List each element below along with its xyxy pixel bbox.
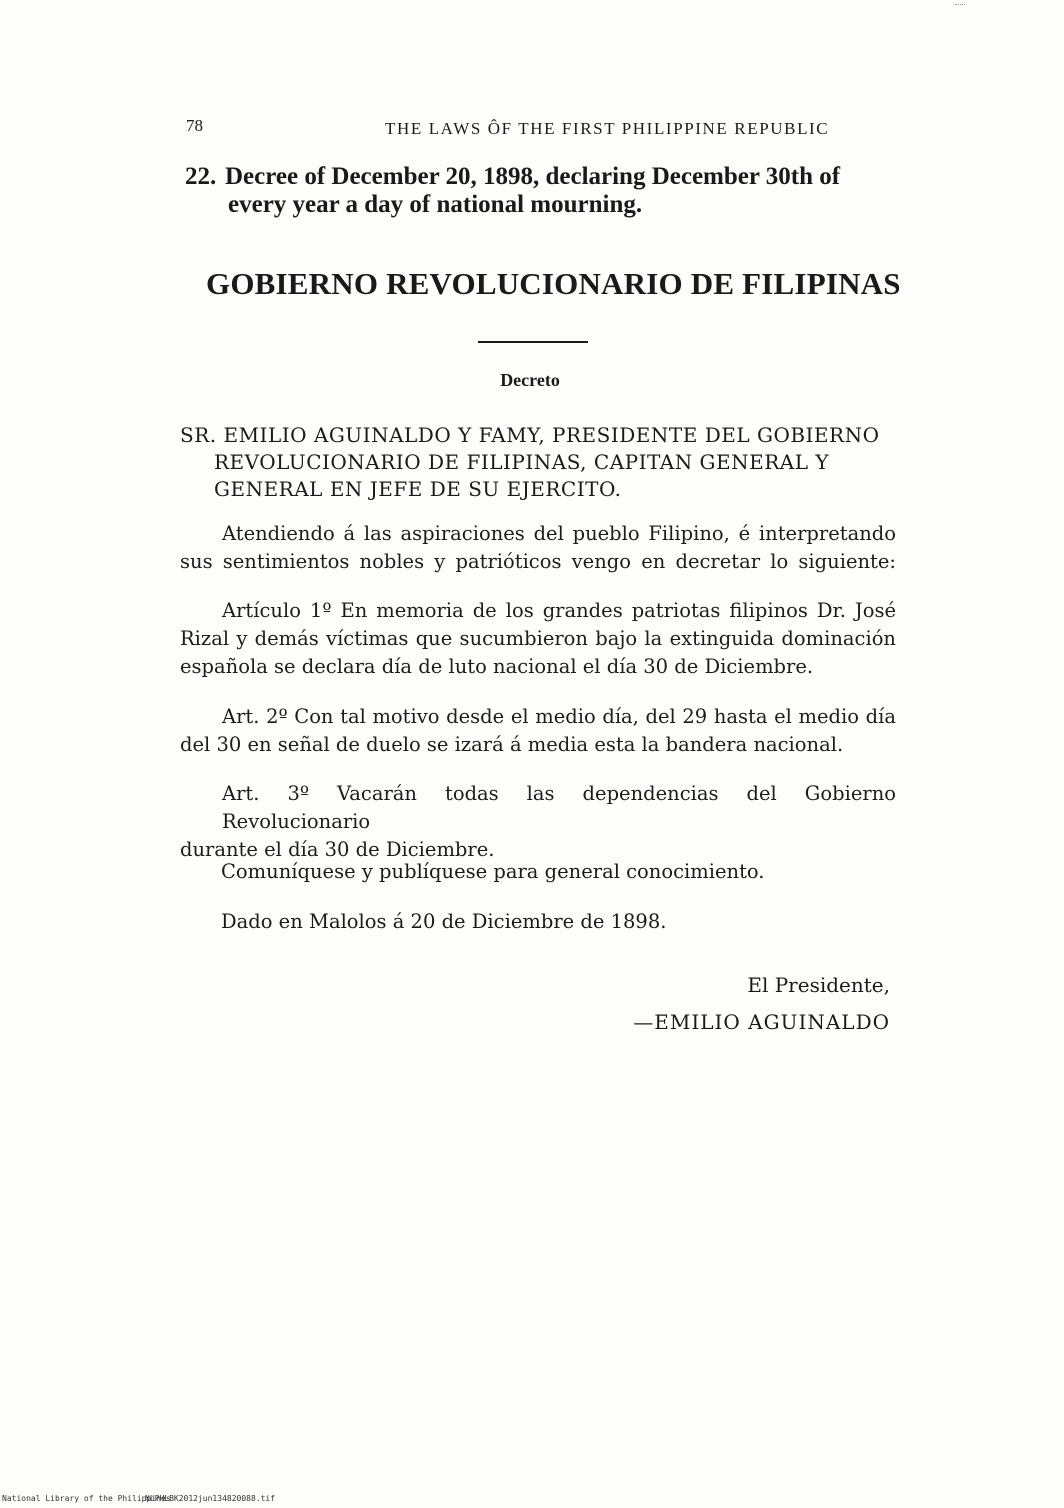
paragraph-line: Rizal y demás víctimas que sucumbieron bajo la extinguida dominación — [180, 627, 896, 650]
scan-footer-code: NLPHLBK2012jun134820088.tif — [145, 1494, 276, 1503]
decree-label: Decreto — [500, 370, 560, 390]
scan-corner-mark — [955, 4, 965, 13]
paragraph-line: Atendiendo á las aspiraciones del pueblo Filipino, é interpretando — [222, 522, 896, 545]
preamble — [180, 422, 896, 503]
preamble-line2: REVOLUCIONARIO DE FILIPINAS, CAPITAN GENERAL Y — [214, 450, 830, 474]
paragraph-intro — [180, 520, 896, 576]
decree-heading-line2: every year a day of national mourning. — [228, 191, 643, 218]
paragraph-article-1 — [180, 597, 896, 681]
preamble-line3: GENERAL EN JEFE DE SU EJERCITO. — [214, 477, 622, 501]
paragraph-line: Artículo 1º En memoria de los grandes patriotas filipinos Dr. José — [222, 599, 896, 622]
paragraph-line: Art. 3º Vacarán todas las dependencias del Gobierno Revolucionario — [222, 782, 896, 833]
paragraph-article-2 — [180, 703, 896, 759]
paragraph-line: durante el día 30 de Diciembre. — [180, 838, 495, 861]
government-title: GOBIERNO REVOLUCIONARIO DE FILIPINAS — [206, 266, 901, 301]
decree-heading-line1: Decree of December 20, 1898, declaring December 30th of — [225, 163, 841, 190]
scan-footer-library: National Library of the Philippines — [2, 1494, 171, 1503]
preamble-line1: SR. EMILIO AGUINALDO Y FAMY, PRESIDENTE DEL GOBIERNO — [180, 423, 880, 447]
signature-name: —EMILIO AGUINALDO — [633, 1010, 890, 1034]
signature-title: El Presidente, — [747, 973, 890, 997]
decree-number: 22. — [185, 163, 217, 190]
paragraph-line: del 30 en señal de duelo se izará á media esta la bandera nacional. — [180, 733, 844, 756]
paragraph-article-3 — [180, 780, 896, 864]
dated-line: Dado en Malolos á 20 de Diciembre de 1898. — [221, 910, 667, 933]
paragraph-line: Art. 2º Con tal motivo desde el medio día, del 29 hasta el medio día — [222, 705, 896, 728]
decree-heading — [185, 163, 905, 219]
paragraph-line: española se declara día de luto nacional el día 30 de Diciembre. — [180, 655, 814, 678]
running-header: THE LAWS ÔF THE FIRST PHILIPPINE REPUBLIC — [385, 119, 830, 138]
communique-line: Comuníquese y publíquese para general conocimiento. — [221, 860, 765, 883]
title-divider — [478, 341, 588, 343]
paragraph-line: sus sentimientos nobles y patrióticos vengo en decretar lo siguiente: — [180, 550, 896, 573]
page-number: 78 — [186, 116, 203, 135]
